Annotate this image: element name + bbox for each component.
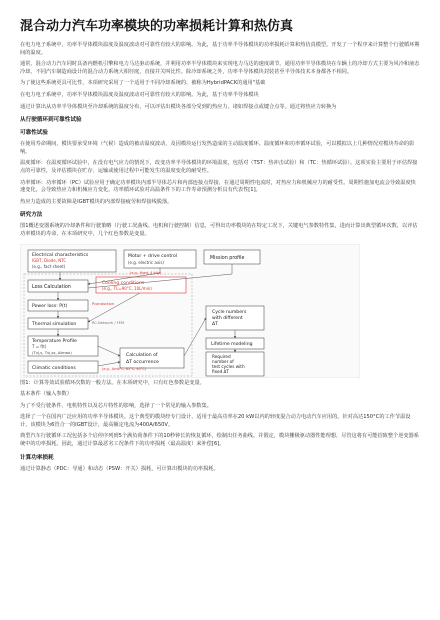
svg-text:Calculation of: Calculation of bbox=[126, 352, 158, 358]
box-cooling-conditions bbox=[96, 277, 186, 293]
paragraph-failure: 热应力造成的主要故障是IGBT模块的内部焊接疲劳和焊接线脱落。 bbox=[20, 198, 173, 205]
svg-text:fixed ΔT: fixed ΔT bbox=[212, 368, 229, 374]
paragraph-temperature: 在电力电子系统中，功率半导体模块温度及温度波动对可靠性有较大的影响。为此，基于功率半导体模块 bbox=[20, 91, 259, 98]
box-motor-drive-control bbox=[124, 250, 196, 268]
box-lifetime-modeling bbox=[206, 338, 264, 349]
svg-text:Loss Calculation: Loss Calculation bbox=[32, 284, 71, 290]
box-thermal-simulation bbox=[28, 318, 88, 329]
svg-text:test cycles with: test cycles with bbox=[212, 363, 245, 369]
svg-text:Temperature Profile: Temperature Profile bbox=[32, 338, 77, 344]
svg-text:number of: number of bbox=[212, 358, 234, 364]
box-electrical-characteristics bbox=[28, 250, 116, 272]
svg-text:(e.g. electric axis): (e.g. electric axis) bbox=[128, 259, 164, 265]
paragraph-input-params: 为了不受行驶条件、电机特性以及芯片特性的影响，选择了一个常见的输入参数集。 bbox=[20, 402, 212, 409]
page-title: 混合动力汽车功率模块的功率损耗计算和热仿真 bbox=[20, 19, 294, 34]
paragraph-intro: 在电力电子系统中，功率半导体模块温度及温度波动对可靠性有较大的影响。为此，基于功率半导体模块的功率损耗计算和热仿真模型。开发了一个程序来计算整个行驶循环期间的温度。 bbox=[20, 42, 420, 56]
paragraph-loss-calc: 通过计算静态（PDC：导通）和动态（PSW：开关）损耗，可计算出模块的功率损耗。 bbox=[20, 465, 219, 472]
section-heading-power-loss: 计算功率损耗 bbox=[20, 454, 54, 461]
paragraph-hybrid: 通常，混合动力汽车同时具备内燃机引擎和电力马达驱动系统，并利用功率半导体模块来实现电力马达的速度调节。通用功率半导体模块在车辆上的冷却方式主要为风冷和液态冷却。不同汽车制造商设计的混合动力系统大相径庭，直接并关叫比性。除冷却系统之外，功率半导体模块封装甚至半导体技术本身都各不相同。 bbox=[20, 61, 420, 75]
svg-text:ΔT: ΔT bbox=[212, 321, 218, 327]
paragraph-driving-cycle: 典型汽车行驶循环工况包括多个启停序列到5个满负荷条件下的10秒钟长的恢复循环，绘制出任务曲线。并假定，模块栅极驱动器性能理想，尽管这将有可能招致整个逆变器系统中的功率损耗。因此，通过计算最恶劣工况条件下的功率损耗（最高温度）来补偿[6]。 bbox=[20, 433, 419, 448]
svg-text:T = f(t): T = f(t) bbox=[32, 343, 47, 349]
svg-text:Climatic conditions: Climatic conditions bbox=[32, 365, 76, 371]
figure-caption: 图1：计算等效试验循环次数的一般方法。在本项研究中，只有红色参数是变量。 bbox=[20, 379, 205, 386]
paragraph-thermal-cycling: 温度循环：在温度循环试验中，在没有电气应力的情况下，改变功率半导体模块的环境温度，包括对（TST：热冲击试验）和（TC：热循环试验）。这项实验主要用于评估焊接点的可靠性，及评估模块在贮存、运输或使用过程中可能发生的温度变化的耐受性。 bbox=[20, 160, 418, 174]
box-mission-profile bbox=[204, 250, 260, 264]
box-temperature-profile bbox=[28, 336, 98, 356]
svg-text:Cooling conditions: Cooling conditions bbox=[102, 280, 145, 286]
svg-text:IGBT, Diode, NTC: IGBT, Diode, NTC bbox=[32, 257, 67, 263]
svg-text:Thermal simulation: Thermal simulation bbox=[32, 321, 77, 327]
sub-label-climatic: (e.g., Amb°C, 85°C, 40°C) bbox=[102, 366, 147, 371]
sub-label-thermal: RC-Network / FEM bbox=[92, 320, 125, 325]
box-cycle-numbers bbox=[206, 306, 264, 330]
box-required-test-cycles bbox=[206, 352, 264, 376]
paragraph-comparability: 为了使这些系统更具可比性，本项研究采用了一个适用于不同冷却系统的、被称为HybridPACK的通用"基础 bbox=[20, 80, 266, 87]
svg-text:with different: with different bbox=[212, 315, 243, 321]
paragraph-power-cycling: 功率循环：功率循环（PC）试验应用于确定功率模块内部半导体芯片和内部连接点焊接，在通过周期性电流时，对热应力和机械应力的耐受性。周期性施加电流会导致温度快速变化，会导致热应力和机械应力变化。功率循环试验对高温条件下的工作寿命预测分析具有代表性[1]。 bbox=[20, 179, 416, 194]
svg-text:Lifetime modeling: Lifetime modeling bbox=[211, 341, 253, 347]
paragraph-figure-desc: 图1概述变器系统的冷却条件和行驶策略（行驶工况曲线、电机和行驶控制）信息，可得出功率模块的在特定工况下，关键电气参数特性集，进而计算出典型循环次数，以评估功率模块的寿命，在本项研究中，几个红色参数是变量。 bbox=[20, 223, 418, 237]
svg-text:Motor + drive control: Motor + drive control bbox=[128, 253, 178, 259]
svg-text:(e.g., TL=90°C, 10L/min): (e.g., TL=90°C, 10L/min) bbox=[102, 285, 152, 291]
svg-text:Mission profile: Mission profile bbox=[210, 255, 245, 261]
sub-label-loss: Pconduction bbox=[92, 301, 115, 306]
paragraph-stress: 通过计算出从功率半导体模块至冷却系统的温度分布，可以评估出模块各部分受到的热应力，诸如焊接点或键合点等。通过将热应力转换为 bbox=[20, 103, 337, 110]
box-power-loss bbox=[28, 300, 88, 311]
svg-text:(Tvj,s, Tvj,ss, Δtmax): (Tvj,s, Tvj,ss, Δtmax) bbox=[32, 349, 72, 355]
svg-text:Cycle numbers: Cycle numbers bbox=[212, 309, 247, 315]
paragraph-basic-conditions: 基本条件（输入参数） bbox=[20, 391, 72, 398]
svg-text:ΔT occurrence: ΔT occurrence bbox=[126, 359, 159, 365]
flow-diagram bbox=[20, 244, 360, 378]
box-climatic-conditions bbox=[28, 361, 98, 373]
svg-text:(e.g., fact sheet): (e.g., fact sheet) bbox=[32, 263, 66, 269]
section-heading-method: 研究方法 bbox=[20, 212, 43, 219]
section-heading-reliability: 可靠性试验 bbox=[20, 130, 48, 137]
svg-text:Required: Required bbox=[212, 353, 231, 359]
svg-text:Electrical characteristics: Electrical characteristics bbox=[32, 252, 89, 258]
sub-label-switching: (e.g., fixed, 4 kHz) bbox=[130, 270, 162, 275]
box-loss-calculation bbox=[28, 280, 88, 292]
section-heading-driving-cycle: 从行驶循环到可靠性试验 bbox=[20, 117, 82, 124]
box-calculation-delta-t bbox=[120, 348, 184, 368]
paragraph-module-selection: 选择了一个在国内广泛应用的功率半导体模块。这个典型的模块经专门设计，适用于最高功率在20 kW以内的轻度混合动力电动汽车应用的。针对高达150°C的工作节温设计，该模块为6管合一的IGBT设计，最高额定电流为400A/650V。 bbox=[20, 414, 411, 428]
paragraph-lifetime: 在使用寿命期间，模块要承受环境（气候）造成的被动温度波动，及因模块运行发热造成的主动温度循环。温度循环和功率循环试验，可以模拟以上几种情况对模块寿命的影响。 bbox=[20, 141, 415, 155]
svg-text:Power loss: P(t): Power loss: P(t) bbox=[32, 303, 68, 309]
